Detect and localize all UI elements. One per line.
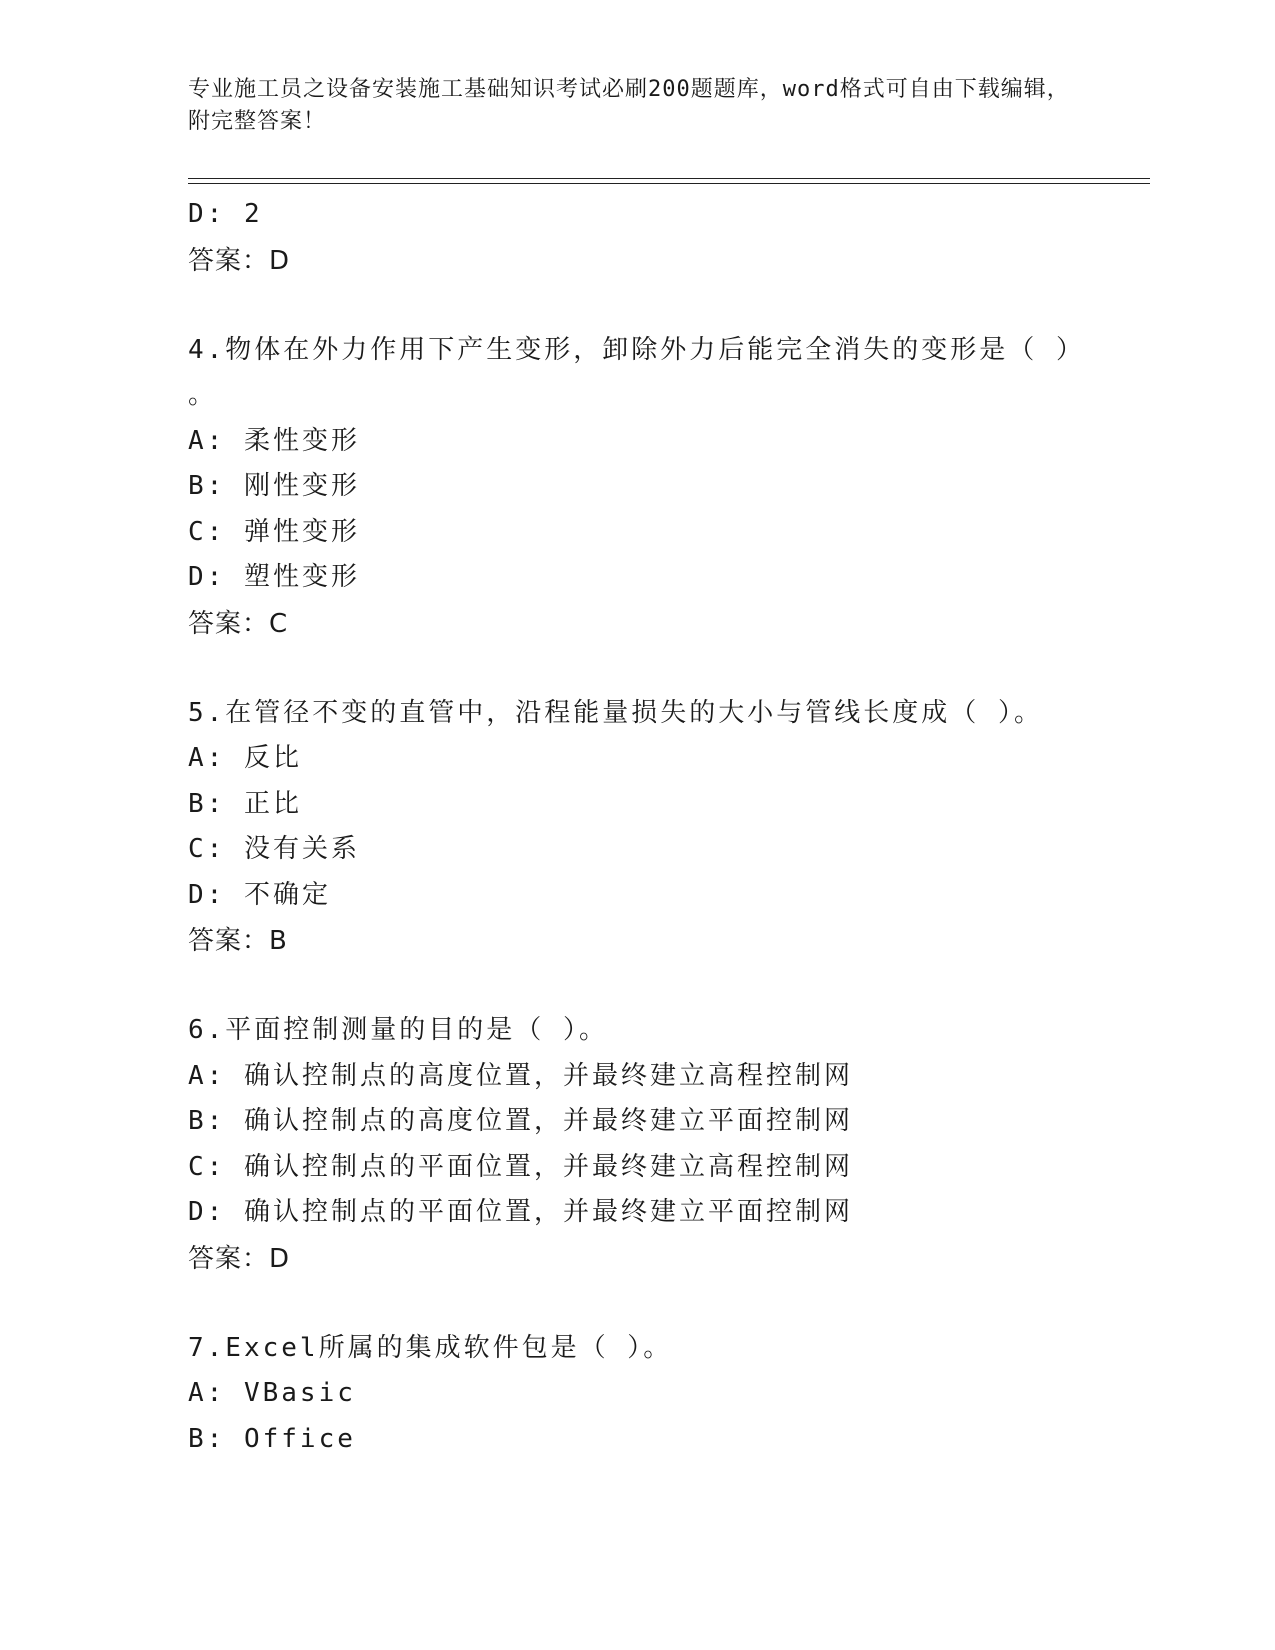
answer-line: 答案：B	[188, 926, 288, 956]
option-c: C: 确认控制点的平面位置，并最终建立高程控制网	[188, 1151, 853, 1182]
option-d: D: 2	[188, 199, 263, 229]
option-b: B: 刚性变形	[188, 471, 360, 501]
option-d: D: 塑性变形	[188, 562, 360, 592]
question-4	[188, 328, 1148, 647]
spacer	[188, 284, 1148, 328]
spacer	[188, 647, 1148, 691]
question-stem: 6.平面控制测量的目的是（ ）。	[188, 1015, 608, 1045]
document-body	[188, 192, 1148, 1462]
question-6	[188, 1008, 1148, 1282]
question-5	[188, 691, 1148, 965]
question-stem: 7.Excel所属的集成软件包是（ ）。	[188, 1332, 673, 1363]
question-stem: 4.物体在外力作用下产生变形，卸除外力后能完全消失的变形是（ ）	[188, 334, 1085, 365]
option-b: B: 确认控制点的高度位置，并最终建立平面控制网	[188, 1106, 853, 1136]
answer-line: 答案：D	[188, 245, 291, 276]
question-stem: 5.在管径不变的直管中，沿程能量损失的大小与管线长度成（ ）。	[188, 697, 1043, 728]
option-c: C: 弹性变形	[188, 516, 360, 547]
option-a: A: VBasic	[188, 1378, 356, 1408]
document-title: 专业施工员之设备安装施工基础知识考试必刷200题题库，word格式可自由下载编辑，附完整答案！	[188, 77, 1070, 134]
answer-line: 答案：C	[188, 608, 289, 639]
option-d: D: 不确定	[188, 879, 331, 910]
answer-line: 答案：D	[188, 1243, 291, 1274]
option-a: A: 确认控制点的高度位置，并最终建立高程控制网	[188, 1060, 853, 1091]
spacer	[188, 964, 1148, 1008]
option-b: B: 正比	[188, 788, 302, 819]
option-a: A: 柔性变形	[188, 425, 360, 456]
header-divider-top	[188, 178, 1150, 179]
header-divider-bottom	[188, 183, 1150, 184]
option-a: A: 反比	[188, 743, 302, 773]
question-7	[188, 1326, 1148, 1463]
option-b: B: Office	[188, 1423, 356, 1454]
option-d: D: 确认控制点的平面位置，并最终建立平面控制网	[188, 1197, 853, 1227]
option-c: C: 没有关系	[188, 834, 360, 864]
question-stem-continuation: 。	[188, 380, 218, 410]
spacer	[188, 1282, 1148, 1326]
question-fragment	[188, 192, 1148, 284]
